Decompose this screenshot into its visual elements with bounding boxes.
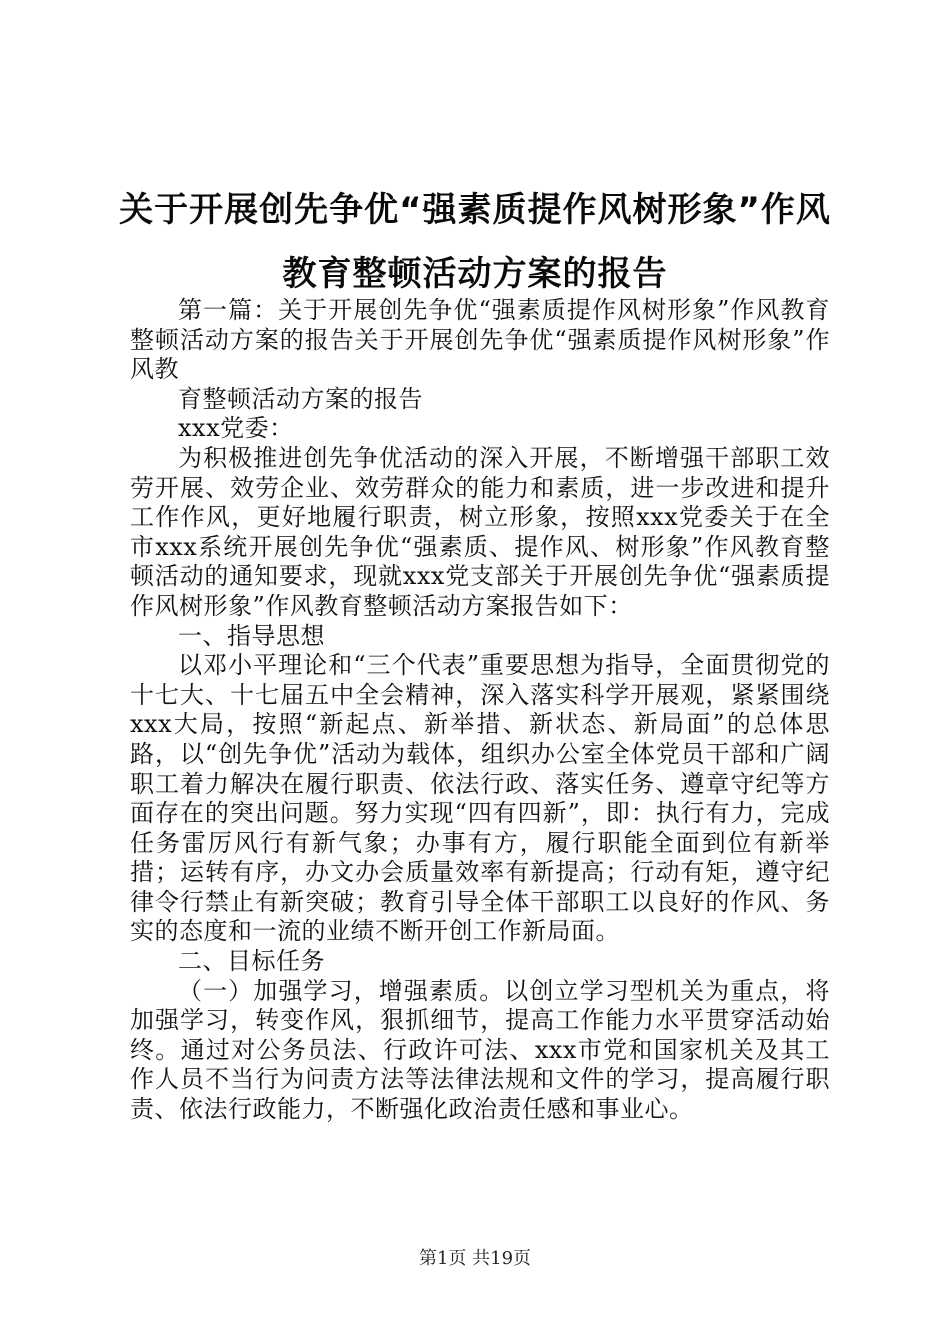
section-heading-guiding-ideology: 一、指导思想 (178, 621, 325, 650)
document-title: 关于开展创先争优“强素质提作风树形象”作风教育整顿活动方案的报告 (119, 190, 831, 294)
paragraph-intro: 第一篇：关于开展创先争优“强素质提作风树形象”作风教育整顿活动方案的报告关于开展创先争优“强素质提作风树形象”作风教 (130, 296, 830, 384)
paragraph-purpose: 为积极推进创先争优活动的深入开展，不断增强干部职工效劳开展、效劳企业、效劳群众的能力和素质，进一步改进和提升工作作风，更好地履行职责，树立形象，按照xxx党委关于在全市xxx系统开展创先争优“强素质、提作风、树形象”作风教育整顿活动的通知要求，现就xxx党支部关于开展创先争优“强素质提作风树形象”作风教育整顿活动方案报告如下： (130, 443, 830, 620)
section-heading-goals-tasks: 二、目标任务 (178, 947, 325, 976)
paragraph-intro-continued: 育整顿活动方案的报告 (178, 384, 423, 413)
paragraph-guiding-ideology: 以邓小平理论和“三个代表”重要思想为指导，全面贯彻党的十七大、十七届五中全会精神，深入落实科学开展观，紧紧围绕xxx大局，按照“新起点、新举措、新状态、新局面”的总体思路，以“创先争优”活动为载体，组织办公室全体党员干部和广阔职工着力解决在履行职责、依法行政、落实任务、遵章守纪等方面存在的突出问题。努力实现“四有四新”，即：执行有力，完成任务雷厉风行有新气象；办事有方，履行职能全面到位有新举措；运转有序，办文办会质量效率有新提高；行动有矩，遵守纪律令行禁止有新突破；教育引导全体干部职工以良好的作风、务实的态度和一流的业绩不断开创工作新局面。 (130, 651, 830, 946)
page-number-footer: 第1页 共19页 (418, 1248, 532, 1269)
document-body (130, 296, 830, 1125)
paragraph-salutation: xxx党委： (178, 414, 294, 443)
paragraph-goals-tasks-1: （一）加强学习，增强素质。以创立学习型机关为重点，将加强学习，转变作风，狠抓细节，提高工作能力水平贯穿活动始终。通过对公务员法、行政许可法、xxx市党和国家机关及其工作人员不当行为问责方法等法律法规和文件的学习，提高履行职责、依法行政能力，不断强化政治责任感和事业心。 (130, 976, 830, 1124)
